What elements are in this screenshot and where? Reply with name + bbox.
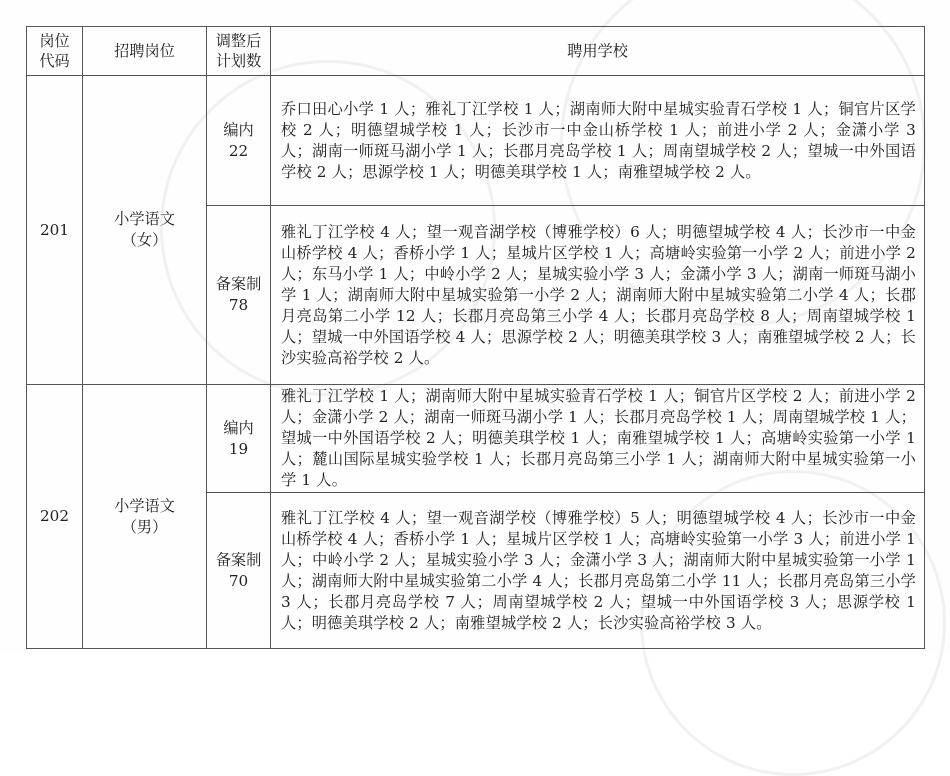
post-name-cell: 小学语文 （女）: [83, 76, 207, 385]
post-code-cell: 202: [27, 385, 83, 649]
plan-cell: [207, 385, 271, 493]
plan-cell: [207, 493, 271, 649]
schools-cell: 雅礼丁江学校 4 人；望一观音湖学校（博雅学校）5 人；明德望城学校 4 人；长沙市一中金山桥学校 4 人；香桥小学 1 人；星城片区学校 1 人；高塘岭实验第一小学 3 人；前进小学 1 人；中岭小学 2 人；星城实验小学 3 人；金潇小学 3 人；湖南师大附中星城实验第一小学 1 人；湖南师大附中星城实验第二小学 4 人；长郡月亮岛第二小学 11 人；长郡月亮岛第三小学 3 人；长郡月亮岛学校 7 人；周南望城学校 2 人；望城一中外国语学校 3 人；思源学校 1 人；明德美琪学校 2 人；南雅望城学校 2 人；长沙实验高裕学校 3 人。: [271, 493, 925, 649]
plan-cell: [207, 76, 271, 206]
schools-cell: 雅礼丁江学校 1 人；湖南师大附中星城实验青石学校 1 人；铜官片区学校 2 人；前进小学 2 人；金潇小学 2 人；湖南一师斑马湖小学 1 人；长郡月亮岛学校 1 人；周南望城学校 1 人；望城一中外国语学校 2 人；明德美琪学校 1 人；南雅望城学校 1 人；高塘岭实验第一小学 1 人；麓山国际星城实验学校 1 人；长郡月亮岛第三小学 1 人；湖南师大附中星城实验第一小学 1 人。: [271, 385, 925, 493]
plan-type: 备案制: [215, 275, 262, 293]
recruitment-table: [26, 26, 925, 649]
table-row: [27, 385, 925, 493]
header-post-code: 岗位 代码: [27, 27, 83, 76]
header-post-name: 招聘岗位: [83, 27, 207, 76]
table-row: [27, 76, 925, 206]
plan-type: 编内: [223, 120, 254, 139]
plan-type: 编内: [223, 418, 254, 437]
plan-count: 22: [228, 141, 249, 160]
schools-cell: 雅礼丁江学校 4 人；望一观音湖学校（博雅学校）6 人；明德望城学校 4 人；长沙市一中金山桥学校 4 人；香桥小学 1 人；星城片区学校 1 人；高塘岭实验第一小学 2 人；前进小学 2 人；东马小学 1 人；中岭小学 2 人；星城实验小学 3 人；金潇小学 3 人；湖南一师斑马湖小学 1 人；湖南师大附中星城实验第一小学 2 人；湖南师大附中星城实验第二小学 4 人；长郡月亮岛第二小学 12 人；长郡月亮岛第三小学 4 人；长郡月亮岛学校 8 人；周南望城学校 1 人；望城一中外国语学校 4 人；思源学校 2 人；明德美琪学校 3 人；南雅望城学校 2 人；长沙实验高裕学校 2 人。: [271, 206, 925, 385]
post-code-cell: 201: [27, 76, 83, 385]
plan-count: 70: [228, 571, 249, 590]
plan-cell: [207, 206, 271, 385]
header-hiring-schools: 聘用学校: [271, 27, 925, 76]
plan-count: 78: [228, 296, 249, 314]
table-header-row: [27, 27, 925, 76]
post-name-cell: 小学语文 （男）: [83, 385, 207, 649]
header-adjusted-plan: 调整后 计划数: [207, 27, 271, 76]
schools-cell: 乔口田心小学 1 人；雅礼丁江学校 1 人；湖南师大附中星城实验青石学校 1 人；铜官片区学校 2 人；明德望城学校 1 人；长沙市一中金山桥学校 1 人；前进小学 2 人；金潇小学 3 人；湖南一师斑马湖小学 1 人；长郡月亮岛学校 1 人；周南望城学校 2 人；望城一中外国语学校 2 人；思源学校 1 人；明德美琪学校 1 人；南雅望城学校 2 人。: [271, 76, 925, 206]
plan-count: 19: [228, 439, 249, 458]
plan-type: 备案制: [215, 550, 262, 569]
